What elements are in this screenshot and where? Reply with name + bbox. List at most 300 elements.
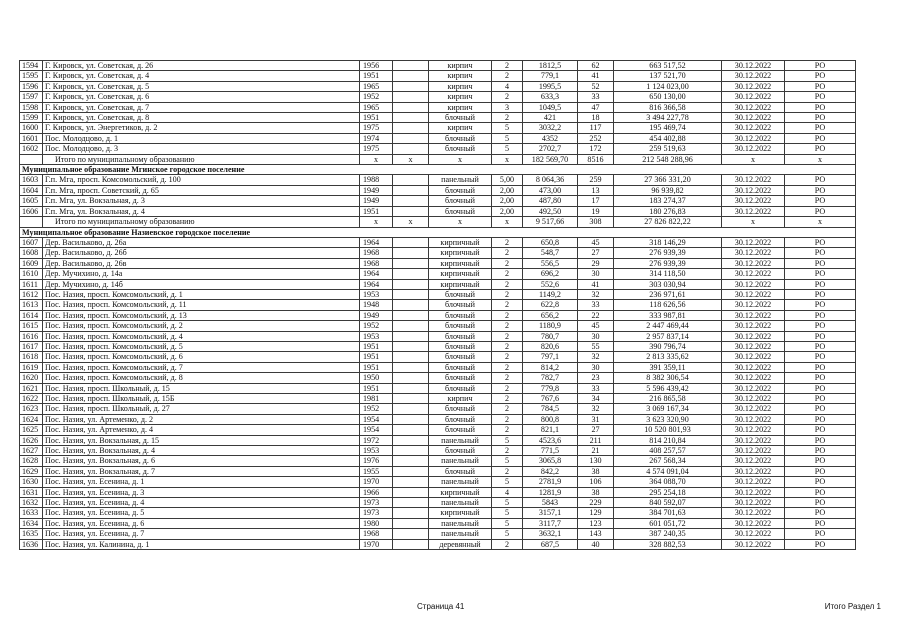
row-number: 1631 xyxy=(20,487,43,497)
address-cell: Пос. Назия, просп. Комсомольский, д. 11 xyxy=(43,300,360,310)
residents-cell: 19 xyxy=(578,206,614,216)
empty-cell xyxy=(393,321,429,331)
empty-cell xyxy=(393,81,429,91)
address-cell: Дер. Васильково, д. 26б xyxy=(43,248,360,258)
year-cell: 1950 xyxy=(360,373,393,383)
date-cell: 30.12.2022 xyxy=(722,81,785,91)
empty-cell xyxy=(393,414,429,424)
row-number: 1597 xyxy=(20,92,43,102)
area-cell: 1995,5 xyxy=(523,81,578,91)
row-number: 1623 xyxy=(20,404,43,414)
residents-cell: 106 xyxy=(578,477,614,487)
row-number: 1633 xyxy=(20,508,43,518)
address-cell: Пос. Назия, ул. Вокзальная, д. 4 xyxy=(43,446,360,456)
row-number: 1622 xyxy=(20,394,43,404)
row-number: 1600 xyxy=(20,123,43,133)
residents-cell: 62 xyxy=(578,61,614,71)
area-cell: 5843 xyxy=(523,498,578,508)
row-number: 1598 xyxy=(20,102,43,112)
residents-cell: 30 xyxy=(578,331,614,341)
table-row xyxy=(20,466,856,476)
year-cell: 1953 xyxy=(360,446,393,456)
area-cell: 552,6 xyxy=(523,279,578,289)
area-cell: 821,1 xyxy=(523,425,578,435)
program-cell: РО xyxy=(785,206,856,216)
table-row xyxy=(20,310,856,320)
floors-cell: 5 xyxy=(492,123,523,133)
wall-material-cell: панельный xyxy=(429,477,492,487)
total-area-cell: 9 517,66 xyxy=(523,217,578,227)
program-cell: РО xyxy=(785,71,856,81)
date-cell: 30.12.2022 xyxy=(722,373,785,383)
section-row xyxy=(20,227,856,237)
floors-cell: 5,00 xyxy=(492,175,523,185)
date-cell: 30.12.2022 xyxy=(722,414,785,424)
table-row xyxy=(20,175,856,185)
date-cell: 30.12.2022 xyxy=(722,362,785,372)
wall-material-cell: кирпич xyxy=(429,81,492,91)
empty-cell xyxy=(393,394,429,404)
cost-cell: 387 240,35 xyxy=(614,529,722,539)
program-cell: РО xyxy=(785,529,856,539)
address-cell: Пос. Назия, ул. Артеменко, д. 4 xyxy=(43,425,360,435)
wall-material-cell: кирпичный xyxy=(429,279,492,289)
date-cell: 30.12.2022 xyxy=(722,508,785,518)
address-cell: Г. Кировск, ул. Советская, д. 6 xyxy=(43,92,360,102)
floors-cell: 2 xyxy=(492,466,523,476)
page-number: Страница 41 xyxy=(417,602,465,611)
program-cell: РО xyxy=(785,113,856,123)
empty-cell xyxy=(393,539,429,549)
year-cell: 1952 xyxy=(360,92,393,102)
area-cell: 2702,7 xyxy=(523,144,578,154)
residents-cell: 130 xyxy=(578,456,614,466)
floors-cell: 2 xyxy=(492,258,523,268)
residents-cell: 41 xyxy=(578,279,614,289)
address-cell: Пос. Назия, просп. Комсомольский, д. 5 xyxy=(43,341,360,351)
row-number: 1625 xyxy=(20,425,43,435)
program-cell: РО xyxy=(785,269,856,279)
address-cell: Г.п. Мга, просп. Комсомольский, д. 100 xyxy=(43,175,360,185)
year-cell: 1976 xyxy=(360,456,393,466)
table-row xyxy=(20,425,856,435)
residents-cell: 41 xyxy=(578,71,614,81)
program-cell: РО xyxy=(785,446,856,456)
floors-cell: 2 xyxy=(492,539,523,549)
residents-cell: 172 xyxy=(578,144,614,154)
area-cell: 1049,5 xyxy=(523,102,578,112)
cost-cell: 454 402,88 xyxy=(614,133,722,143)
area-cell: 842,2 xyxy=(523,466,578,476)
program-cell: РО xyxy=(785,289,856,299)
table-row xyxy=(20,341,856,351)
section-heading: Муниципальное образование Назиевское городское поселение xyxy=(20,227,856,237)
residents-cell: 45 xyxy=(578,321,614,331)
empty-cell xyxy=(393,477,429,487)
program-cell: РО xyxy=(785,175,856,185)
date-cell: 30.12.2022 xyxy=(722,498,785,508)
row-number: 1621 xyxy=(20,383,43,393)
program-cell: РО xyxy=(785,248,856,258)
area-cell: 556,5 xyxy=(523,258,578,268)
residents-cell: 33 xyxy=(578,300,614,310)
date-cell: 30.12.2022 xyxy=(722,487,785,497)
table-row xyxy=(20,487,856,497)
date-cell: 30.12.2022 xyxy=(722,404,785,414)
empty-cell xyxy=(393,185,429,195)
total-row xyxy=(20,217,856,227)
cost-cell: 328 882,53 xyxy=(614,539,722,549)
wall-material-cell: блочный xyxy=(429,404,492,414)
residents-cell: 123 xyxy=(578,518,614,528)
year-cell: 1988 xyxy=(360,175,393,185)
program-cell: РО xyxy=(785,373,856,383)
table-row xyxy=(20,362,856,372)
date-cell: 30.12.2022 xyxy=(722,144,785,154)
program-cell: РО xyxy=(785,466,856,476)
cost-cell: 195 469,74 xyxy=(614,123,722,133)
cost-cell: 10 520 801,93 xyxy=(614,425,722,435)
table-row xyxy=(20,321,856,331)
empty-cell xyxy=(393,435,429,445)
table-row xyxy=(20,61,856,71)
program-cell: РО xyxy=(785,61,856,71)
year-cell: 1948 xyxy=(360,300,393,310)
table-row xyxy=(20,477,856,487)
empty-cell xyxy=(393,498,429,508)
residents-cell: 52 xyxy=(578,81,614,91)
residents-cell: 31 xyxy=(578,414,614,424)
cost-cell: 276 939,39 xyxy=(614,248,722,258)
residents-cell: 33 xyxy=(578,92,614,102)
wall-material-cell: блочный xyxy=(429,466,492,476)
area-cell: 548,7 xyxy=(523,248,578,258)
total-residents-cell: 308 xyxy=(578,217,614,227)
empty-cell xyxy=(393,102,429,112)
row-number: 1596 xyxy=(20,81,43,91)
year-cell: 1951 xyxy=(360,362,393,372)
residents-cell: 32 xyxy=(578,404,614,414)
row-number: 1599 xyxy=(20,113,43,123)
table-row xyxy=(20,394,856,404)
wall-material-cell: деревянный xyxy=(429,539,492,549)
area-cell: 782,7 xyxy=(523,373,578,383)
program-cell: РО xyxy=(785,352,856,362)
wall-material-cell: блочный xyxy=(429,206,492,216)
empty-cell xyxy=(393,352,429,362)
empty-cell xyxy=(393,237,429,247)
year-cell: 1970 xyxy=(360,539,393,549)
empty-cell xyxy=(393,383,429,393)
date-cell: 30.12.2022 xyxy=(722,383,785,393)
wall-material-cell: блочный xyxy=(429,331,492,341)
floors-cell: 2 xyxy=(492,331,523,341)
floors-cell: 2 xyxy=(492,289,523,299)
row-number: 1605 xyxy=(20,196,43,206)
floors-cell: 2,00 xyxy=(492,196,523,206)
year-cell: 1955 xyxy=(360,466,393,476)
address-cell: Пос. Назия, просп. Комсомольский, д. 6 xyxy=(43,352,360,362)
row-number: 1624 xyxy=(20,414,43,424)
row-number: 1620 xyxy=(20,373,43,383)
table-row xyxy=(20,289,856,299)
row-number: 1594 xyxy=(20,61,43,71)
year-cell: 1952 xyxy=(360,321,393,331)
cost-cell: 2 957 837,14 xyxy=(614,331,722,341)
empty-cell xyxy=(393,456,429,466)
row-number: 1612 xyxy=(20,289,43,299)
section-label: Итого Раздел 1 xyxy=(824,602,881,611)
cost-cell: 816 366,58 xyxy=(614,102,722,112)
wall-material-cell: блочный xyxy=(429,362,492,372)
wall-material-cell: блочный xyxy=(429,383,492,393)
floors-cell: 2 xyxy=(492,341,523,351)
empty-cell xyxy=(393,144,429,154)
floors-cell: 5 xyxy=(492,133,523,143)
empty-cell xyxy=(393,404,429,414)
program-cell: РО xyxy=(785,362,856,372)
address-cell: Пос. Назия, ул. Вокзальная, д. 7 xyxy=(43,466,360,476)
address-cell: Пос. Назия, просп. Комсомольский, д. 2 xyxy=(43,321,360,331)
date-cell: 30.12.2022 xyxy=(722,61,785,71)
wall-material-cell: кирпич xyxy=(429,61,492,71)
area-cell: 421 xyxy=(523,113,578,123)
total-label: Итого по муниципальному образованию xyxy=(43,154,360,164)
year-cell: 1951 xyxy=(360,341,393,351)
area-cell: 696,2 xyxy=(523,269,578,279)
address-cell: Пос. Назия, ул. Есенина, д. 5 xyxy=(43,508,360,518)
residents-cell: 18 xyxy=(578,113,614,123)
x-cell: х xyxy=(722,154,785,164)
date-cell: 30.12.2022 xyxy=(722,196,785,206)
address-cell: Г. Кировск, ул. Советская, д. 4 xyxy=(43,71,360,81)
area-cell: 797,1 xyxy=(523,352,578,362)
area-cell: 1149,2 xyxy=(523,289,578,299)
x-cell: х xyxy=(722,217,785,227)
table-row xyxy=(20,123,856,133)
x-cell: х xyxy=(429,154,492,164)
program-cell: РО xyxy=(785,414,856,424)
year-cell: 1951 xyxy=(360,206,393,216)
date-cell: 30.12.2022 xyxy=(722,258,785,268)
wall-material-cell: кирпичный xyxy=(429,237,492,247)
cost-cell: 333 987,81 xyxy=(614,310,722,320)
empty-cell xyxy=(393,196,429,206)
row-number: 1613 xyxy=(20,300,43,310)
date-cell: 30.12.2022 xyxy=(722,466,785,476)
cost-cell: 384 701,63 xyxy=(614,508,722,518)
area-cell: 8 064,36 xyxy=(523,175,578,185)
residents-cell: 129 xyxy=(578,508,614,518)
program-cell: РО xyxy=(785,81,856,91)
table-row xyxy=(20,206,856,216)
total-cost-cell: 27 826 822,22 xyxy=(614,217,722,227)
floors-cell: 5 xyxy=(492,518,523,528)
date-cell: 30.12.2022 xyxy=(722,279,785,289)
program-cell: РО xyxy=(785,425,856,435)
address-cell: Пос. Молодцово, д. 3 xyxy=(43,144,360,154)
section-row xyxy=(20,165,856,175)
wall-material-cell: панельный xyxy=(429,518,492,528)
residents-cell: 117 xyxy=(578,123,614,133)
address-cell: Дер. Мучихино, д. 14а xyxy=(43,269,360,279)
residents-cell: 55 xyxy=(578,341,614,351)
floors-cell: 2 xyxy=(492,352,523,362)
wall-material-cell: кирпичный xyxy=(429,508,492,518)
date-cell: 30.12.2022 xyxy=(722,341,785,351)
cost-cell: 3 494 227,78 xyxy=(614,113,722,123)
address-cell: Пос. Назия, ул. Вокзальная, д. 15 xyxy=(43,435,360,445)
floors-cell: 2 xyxy=(492,321,523,331)
wall-material-cell: блочный xyxy=(429,144,492,154)
empty-cell xyxy=(393,279,429,289)
address-cell: Пос. Назия, просп. Комсомольский, д. 8 xyxy=(43,373,360,383)
program-cell: РО xyxy=(785,331,856,341)
date-cell: 30.12.2022 xyxy=(722,123,785,133)
address-cell: Пос. Назия, ул. Есенина, д. 1 xyxy=(43,477,360,487)
program-cell: РО xyxy=(785,321,856,331)
program-cell: РО xyxy=(785,123,856,133)
row-number: 1630 xyxy=(20,477,43,487)
area-cell: 1812,5 xyxy=(523,61,578,71)
cost-cell: 5 596 439,42 xyxy=(614,383,722,393)
year-cell: 1951 xyxy=(360,71,393,81)
floors-cell: 2 xyxy=(492,383,523,393)
year-cell: 1949 xyxy=(360,196,393,206)
wall-material-cell: блочный xyxy=(429,414,492,424)
floors-cell: 2,00 xyxy=(492,206,523,216)
cost-cell: 267 568,34 xyxy=(614,456,722,466)
table-row xyxy=(20,113,856,123)
cost-cell: 408 257,57 xyxy=(614,446,722,456)
row-number: 1632 xyxy=(20,498,43,508)
cost-cell: 650 130,00 xyxy=(614,92,722,102)
row-number: 1628 xyxy=(20,456,43,466)
address-cell: Пос. Назия, просп. Комсомольский, д. 1 xyxy=(43,289,360,299)
address-cell: Пос. Назия, просп. Комсомольский, д. 4 xyxy=(43,331,360,341)
floors-cell: 2 xyxy=(492,404,523,414)
row-number: 1607 xyxy=(20,237,43,247)
table-row xyxy=(20,102,856,112)
row-number: 1615 xyxy=(20,321,43,331)
address-cell: Пос. Назия, просп. Школьный, д. 15 xyxy=(43,383,360,393)
floors-cell: 2 xyxy=(492,269,523,279)
cost-cell: 3 623 320,90 xyxy=(614,414,722,424)
wall-material-cell: блочный xyxy=(429,289,492,299)
date-cell: 30.12.2022 xyxy=(722,71,785,81)
address-cell: Пос. Назия, просп. Комсомольский, д. 7 xyxy=(43,362,360,372)
area-cell: 3032,2 xyxy=(523,123,578,133)
address-cell: Г. Кировск, ул. Советская, д. 5 xyxy=(43,81,360,91)
floors-cell: 2 xyxy=(492,446,523,456)
row-number: 1610 xyxy=(20,269,43,279)
total-residents-cell: 8516 xyxy=(578,154,614,164)
date-cell: 30.12.2022 xyxy=(722,435,785,445)
residents-cell: 13 xyxy=(578,185,614,195)
x-cell: х xyxy=(360,154,393,164)
table-row xyxy=(20,258,856,268)
empty-cell xyxy=(393,133,429,143)
residents-cell: 32 xyxy=(578,352,614,362)
address-cell: Пос. Назия, ул. Есенина, д. 3 xyxy=(43,487,360,497)
year-cell: 1973 xyxy=(360,498,393,508)
row-number: 1629 xyxy=(20,466,43,476)
wall-material-cell: блочный xyxy=(429,321,492,331)
program-cell: РО xyxy=(785,508,856,518)
year-cell: 1953 xyxy=(360,331,393,341)
cost-cell: 183 274,37 xyxy=(614,196,722,206)
year-cell: 1964 xyxy=(360,279,393,289)
table-row xyxy=(20,269,856,279)
table-row xyxy=(20,331,856,341)
year-cell: 1975 xyxy=(360,144,393,154)
row-number: 1614 xyxy=(20,310,43,320)
address-cell: Г.п. Мга, ул. Вокзальная, д. 4 xyxy=(43,206,360,216)
floors-cell: 2 xyxy=(492,71,523,81)
row-number: 1627 xyxy=(20,446,43,456)
program-cell: РО xyxy=(785,144,856,154)
row-number: 1611 xyxy=(20,279,43,289)
area-cell: 650,8 xyxy=(523,237,578,247)
table-row xyxy=(20,352,856,362)
row-number: 1617 xyxy=(20,341,43,351)
residents-cell: 229 xyxy=(578,498,614,508)
empty-cell xyxy=(393,206,429,216)
program-cell: РО xyxy=(785,341,856,351)
wall-material-cell: блочный xyxy=(429,341,492,351)
program-cell: РО xyxy=(785,133,856,143)
empty-cell xyxy=(393,487,429,497)
date-cell: 30.12.2022 xyxy=(722,206,785,216)
table-row xyxy=(20,81,856,91)
residents-cell: 47 xyxy=(578,102,614,112)
date-cell: 30.12.2022 xyxy=(722,113,785,123)
cost-cell: 2 813 335,62 xyxy=(614,352,722,362)
area-cell: 1281,9 xyxy=(523,487,578,497)
wall-material-cell: кирпич xyxy=(429,394,492,404)
residents-cell: 40 xyxy=(578,539,614,549)
table-row xyxy=(20,383,856,393)
area-cell: 3117,7 xyxy=(523,518,578,528)
cost-cell: 303 030,94 xyxy=(614,279,722,289)
cost-cell: 814 210,84 xyxy=(614,435,722,445)
address-cell: Пос. Назия, просп. Школьный, д. 27 xyxy=(43,404,360,414)
cost-cell: 295 254,18 xyxy=(614,487,722,497)
table-row xyxy=(20,456,856,466)
table-row xyxy=(20,518,856,528)
cost-cell: 1 124 023,00 xyxy=(614,81,722,91)
year-cell: 1968 xyxy=(360,529,393,539)
empty-cell xyxy=(393,113,429,123)
cost-cell: 180 276,83 xyxy=(614,206,722,216)
year-cell: 1974 xyxy=(360,133,393,143)
year-cell: 1968 xyxy=(360,258,393,268)
area-cell: 780,7 xyxy=(523,331,578,341)
empty-cell xyxy=(393,175,429,185)
area-cell: 4352 xyxy=(523,133,578,143)
total-area-cell: 182 569,70 xyxy=(523,154,578,164)
table-row xyxy=(20,71,856,81)
empty-cell xyxy=(393,300,429,310)
cost-cell: 96 939,82 xyxy=(614,185,722,195)
table-row xyxy=(20,539,856,549)
program-cell: РО xyxy=(785,435,856,445)
area-cell: 767,6 xyxy=(523,394,578,404)
wall-material-cell: блочный xyxy=(429,425,492,435)
date-cell: 30.12.2022 xyxy=(722,289,785,299)
address-cell: Пос. Назия, ул. Есенина, д. 6 xyxy=(43,518,360,528)
floors-cell: 5 xyxy=(492,498,523,508)
